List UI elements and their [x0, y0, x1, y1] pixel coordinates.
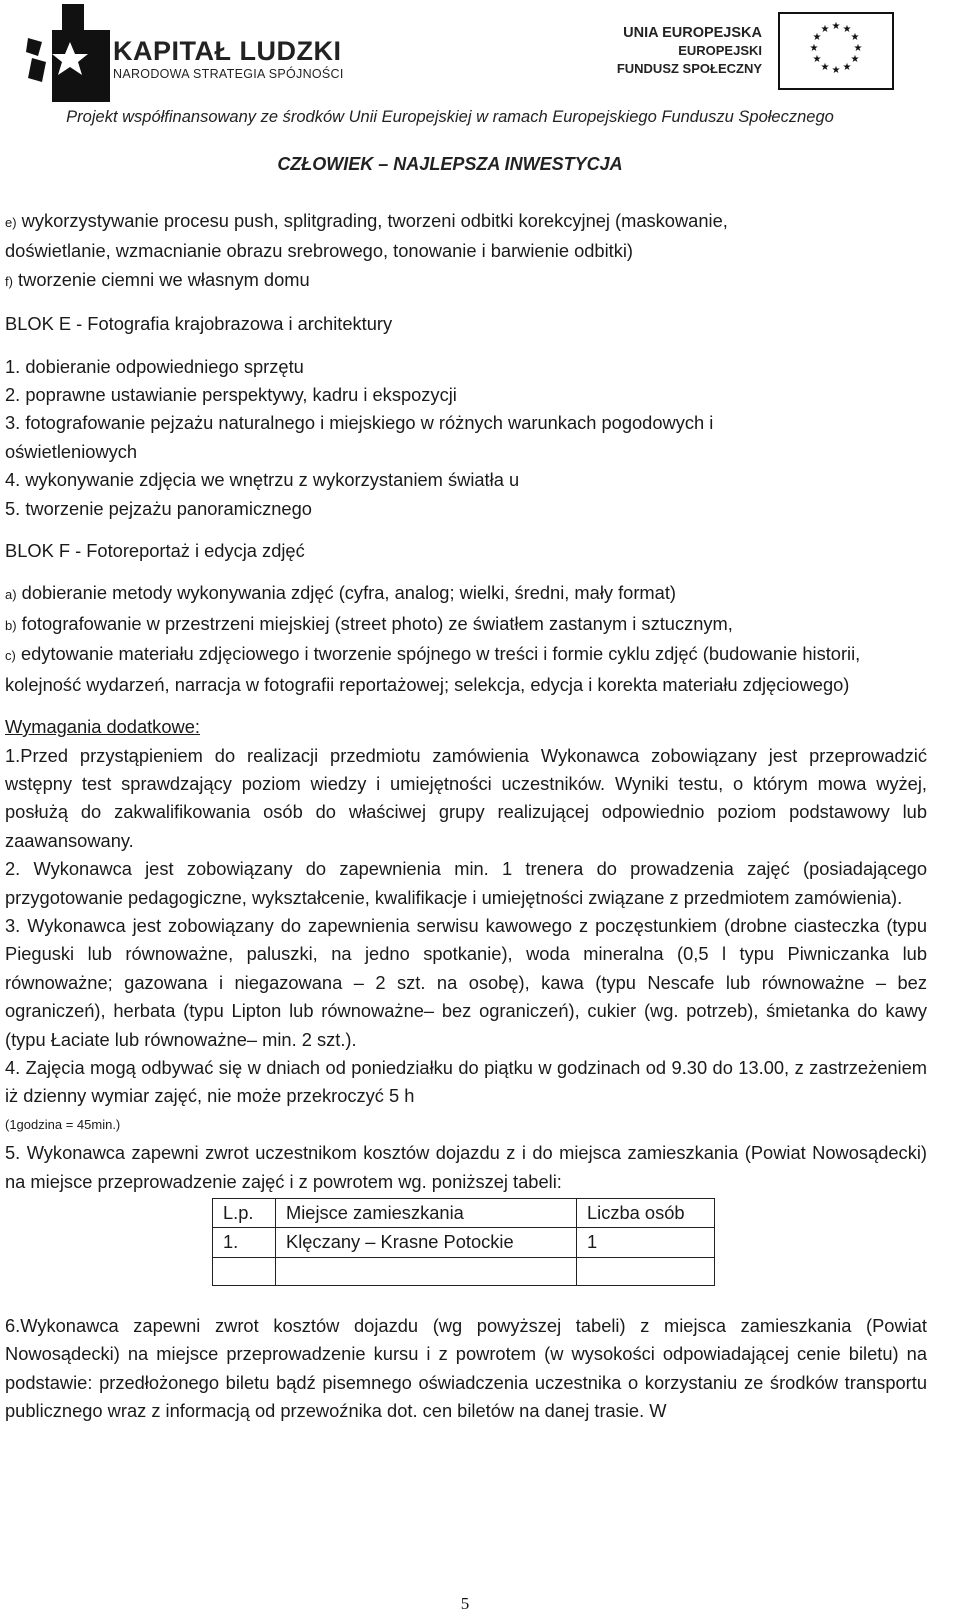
list-item	[5, 610, 927, 640]
requirement-paragraph: 3. Wykonawca jest zobowiązany do zapewnienia serwisu kawowego z poczęstunkiem (drobne ciasteczka (typu Pieguski lub równoważne, paluszki, na jedno spotkanie), woda mineralna (0,5 l typu Piwniczanka lub równoważne; gazowana i niegazowana – 2 szt. na osobę), kawa (typu Nescafe lub równoważne – bez ograniczeń), herbata (typu Lipton lub równoważne– bez ograniczeń), cukier (wg. potrzeb), śmietanka do kawy (typu Łaciate lub równoważne– min. 2 szt.).	[5, 914, 927, 1050]
list-item	[5, 579, 927, 609]
travel-table	[212, 1198, 715, 1286]
logo-subtitle: NARODOWA STRATEGIA SPÓJNOŚCI	[113, 67, 344, 81]
svg-text:★: ★	[809, 43, 819, 54]
table-cell	[276, 1257, 577, 1285]
table-header-cell: Miejsce zamieszkania	[276, 1199, 577, 1228]
table-cell	[577, 1257, 715, 1285]
list-item-text: dobieranie metody wykonywania zdjęć (cyfra, analog; wielki, średni, mały format)	[21, 582, 676, 604]
kapital-ludzki-logo	[22, 2, 112, 108]
list-item-continuation: doświetlanie, wzmacnianie obrazu srebrowego, tonowanie i barwienie odbitki)	[5, 240, 633, 262]
list-item: 4. wykonywanie zdjęcia we wnętrzu z wykorzystaniem światła u	[5, 469, 520, 491]
svg-text:★: ★	[850, 54, 860, 65]
svg-text:★: ★	[842, 24, 852, 35]
requirement-note: (1godzina = 45min.)	[5, 1116, 121, 1132]
requirement-paragraph: 5. Wykonawca zapewni zwrot uczestnikom kosztów dojazdu z i do miejsca zamieszkania (Powiat Nowosądecki) na miejsce przeprowadzenie zajęć i z powrotem wg. poniższej tabeli:	[5, 1142, 927, 1192]
table-cell	[213, 1257, 276, 1285]
list-item	[5, 640, 927, 699]
svg-text:★: ★	[831, 65, 841, 76]
list-marker: a)	[5, 587, 17, 603]
eu-label-line3: FUNDUSZ SPOŁECZNY	[616, 61, 762, 76]
page-number: 5	[460, 1594, 470, 1613]
logo-title: KAPITAŁ LUDZKI	[113, 36, 342, 66]
requirements-heading: Wymagania dodatkowe:	[5, 716, 200, 738]
list-item-continuation: oświetleniowych	[5, 440, 138, 462]
document-body	[5, 207, 927, 1425]
list-item	[5, 207, 927, 237]
eu-label-line2: EUROPEJSKI	[678, 43, 762, 58]
requirement-paragraph: 6.Wykonawca zapewni zwrot kosztów dojazdu (wg powyższej tabeli) z miejsca zamieszkania (Powiat Nowosądecki) na miejsce przeprowadzenie kursu i z powrotem (w wysokości odpowiadającej cenie biletu) na podstawie: przedłożonego biletu bądź pisemnego oświadczenia uczestnika o korzystaniu ze środków transportu publicznego wraz z informacją od przewoźnika dot. cen biletów na danej trasie. W	[5, 1314, 927, 1422]
list-item: 2. poprawne ustawianie perspektywy, kadru i ekspozycji	[5, 384, 457, 406]
svg-text:★: ★	[842, 62, 852, 73]
table-header-row	[213, 1199, 715, 1228]
table-row	[213, 1228, 715, 1257]
list-marker: f)	[5, 273, 13, 289]
svg-text:★: ★	[820, 62, 830, 73]
list-item: 3. fotografowanie pejzażu naturalnego i miejskiego w różnych warunkach pogodowych i	[5, 412, 714, 434]
table-cell: Klęczany – Krasne Potockie	[276, 1228, 577, 1257]
list-marker: c)	[5, 648, 16, 664]
list-item	[5, 266, 927, 296]
svg-text:★: ★	[820, 24, 830, 35]
svg-text:★: ★	[850, 32, 860, 43]
table-header-cell: L.p.	[213, 1199, 276, 1228]
table-header-cell: Liczba osób	[577, 1199, 715, 1228]
list-marker: b)	[5, 617, 17, 633]
funding-statement: Projekt współfinansowany ze środków Unii Europejskiej w ramach Europejskiego Funduszu Społecznego	[66, 108, 834, 126]
requirement-paragraph: 1.Przed przystąpieniem do realizacji przedmiotu zamówienia Wykonawca zobowiązany jest przeprowadzić wstępny test sprawdzający poziom wiedzy i umiejętności uczestników. Wyniki testu, o którym mowa wyżej, posłużą do zakwalifikowania osób do właściwej grupy realizującej odpowiednio poziom podstawowy lub zaawansowany.	[5, 744, 927, 851]
svg-text:★: ★	[812, 32, 822, 43]
svg-text:★: ★	[812, 54, 822, 65]
table-cell: 1	[577, 1228, 715, 1257]
svg-text:★: ★	[831, 21, 841, 32]
svg-text:★: ★	[853, 43, 863, 54]
eu-label-line1: UNIA EUROPEJSKA	[623, 25, 762, 41]
list-item-text: fotografowanie w przestrzeni miejskiej (street photo) ze światłem zastanym i sztucznym,	[21, 612, 733, 634]
requirement-paragraph: 4. Zajęcia mogą odbywać się w dniach od poniedziałku do piątku w godzinach od 9.30 do 13.00, z zastrzeżeniem iż dzienny wymiar zajęć, nie może przekroczyć 5 h	[5, 1056, 927, 1107]
requirement-paragraph: 2. Wykonawca jest zobowiązany do zapewnienia min. 1 trenera do prowadzenia zajęć (posiadającego przygotowanie pedagogiczne, wykształcenie, kwalifikacje i umiejętności związane z przedmiotem zamówienia).	[5, 858, 927, 908]
program-motto: CZŁOWIEK – NAJLEPSZA INWESTYCJA	[277, 154, 623, 174]
page-header	[0, 0, 960, 185]
list-item-text: edytowanie materiału zdjęciowego i tworzenie spójnego w treści i formie cyklu zdjęć (budowanie historii, kolejność wydarzeń, narracja w fotografii reportażowej; selekcja, edycja i korekta materiału zdjęciowego)	[5, 643, 861, 695]
section-heading: BLOK E - Fotografia krajobrazowa i architektury	[5, 313, 393, 335]
list-marker: e)	[5, 215, 17, 230]
table-row	[213, 1257, 715, 1285]
list-item-text: tworzenie ciemni we własnym domu	[18, 268, 310, 290]
eu-fund-label	[617, 24, 762, 78]
eu-flag-icon	[778, 12, 894, 90]
table-cell: 1.	[213, 1228, 276, 1257]
list-item: 1. dobieranie odpowiedniego sprzętu	[5, 355, 304, 377]
list-item-text: wykorzystywanie procesu push, splitgrading, tworzeni odbitki korekcyjnej (maskowanie,	[21, 210, 728, 231]
list-item: 5. tworzenie pejzażu panoramicznego	[5, 497, 312, 519]
section-heading: BLOK F - Fotoreportaż i edycja zdjęć	[5, 540, 305, 562]
